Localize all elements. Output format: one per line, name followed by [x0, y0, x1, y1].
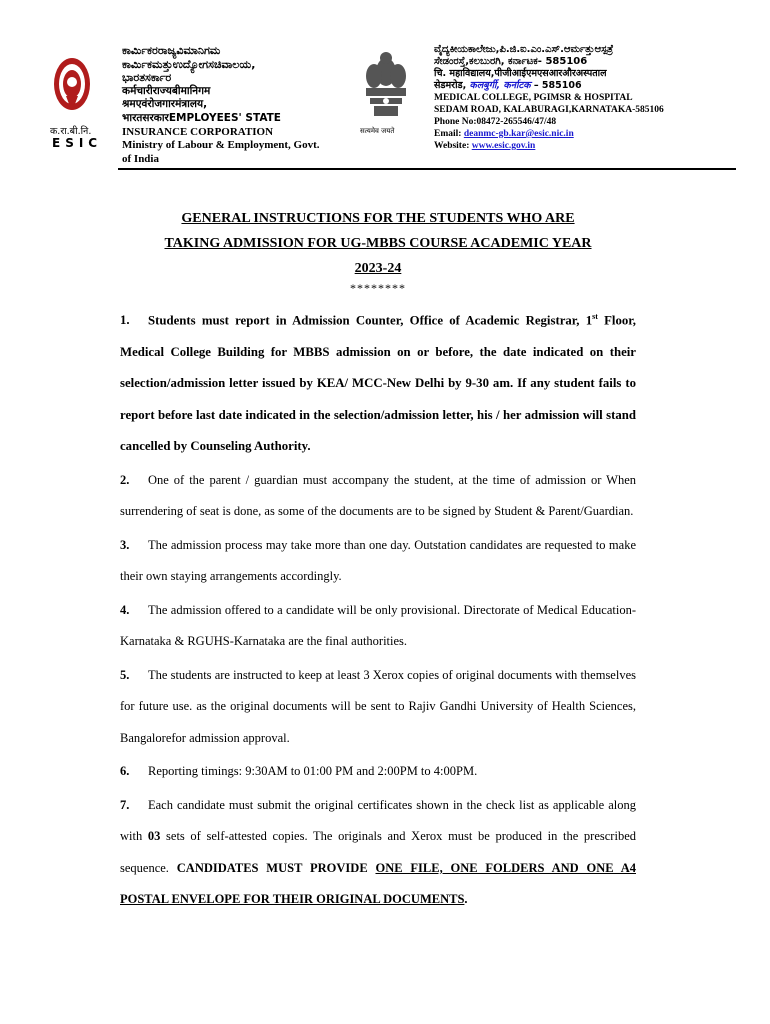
right-line — [434, 80, 734, 92]
right-line: चि. महाविद्यालय,पीजीआईएमएसआरऔरअस्पताल — [434, 68, 607, 79]
left-line: भारतसरकारEMPLOYEES' STATE — [122, 111, 281, 124]
email-label: Email: — [434, 129, 464, 139]
instruction-caps-end: . — [464, 892, 468, 907]
left-line: कर्मचारीराज्यबीमानिगम — [122, 84, 211, 97]
email-line — [434, 128, 734, 140]
left-line: ಕಾರ್ಮಿಕಮತ್ತುಉದ್ಯೋಗಸಚಿವಾಲಯ, — [122, 57, 256, 71]
instruction-3 — [120, 530, 636, 593]
instruction-bold-count: 03 — [147, 829, 161, 844]
emblem-caption: सत्यमेव जयते — [360, 127, 395, 135]
instruction-number: 3. — [120, 537, 130, 552]
instruction-text: The students are instructed to keep at least 3 Xerox copies of original documents with themselves for future use. as the original documents will be sent to Rajiv Gandhi University of Health Sciences, Bangalorefor admission approval. — [120, 667, 636, 745]
esic-hindi-abbr: क.रा.बी.नि. — [50, 126, 92, 137]
instruction-number: 1. — [120, 313, 130, 328]
instruction-caps: CANDIDATES MUST PROVIDE — [176, 860, 376, 875]
left-line: ಭಾರತಸರ್ಕಾರ — [122, 71, 172, 85]
instruction-7 — [120, 790, 636, 916]
instruction-text: sets of self-attested copies. The originals and Xerox must be produced in the prescribed sequence. — [120, 829, 636, 875]
document-title-line: GENERAL INSTRUCTIONS FOR THE STUDENTS WHO ARE — [181, 211, 575, 226]
esic-name-block — [122, 44, 354, 166]
document-body — [120, 206, 636, 916]
instruction-number: 5. — [120, 667, 130, 682]
instruction-caps-underlined: ONE FILE, ONE FOLDERS AND ONE A4 POSTAL ENVELOPE FOR THEIR ORIGINAL DOCUMENTS — [120, 860, 636, 907]
right-line: Phone No:08472-265546/47/48 — [434, 117, 557, 127]
instruction-text: Each candidate must submit the original certificates shown in the check list as applicable along with — [120, 797, 636, 844]
instruction-6 — [120, 756, 636, 788]
instruction-text: The admission process may take more than one day. Outstation candidates are requested to make their own staying arrangements accordingly. — [120, 537, 636, 584]
right-line: ವೈದ್ಯಕೀಯಕಾಲೇಜು,ಪಿ.ಜಿ.ಐ.ಎಂ.ಎಸ್.ಆರ್ಮತ್ತುಆಸ್ಪತ್ರೆ — [434, 44, 614, 55]
left-line: INSURANCE CORPORATION — [122, 125, 274, 138]
instruction-number: 7. — [120, 797, 130, 812]
right-line: MEDICAL COLLEGE, PGIMSR & HOSPITAL — [434, 93, 633, 103]
email-link[interactable]: deanmc-gb.kar@esic.nic.in — [463, 129, 574, 139]
separator-stars: ******** — [350, 281, 406, 295]
instruction-number: 6. — [120, 764, 130, 779]
right-line-post: – 585106 — [530, 80, 582, 91]
instruction-text: One of the parent / guardian must accompany the student, at the time of admission or When surrendering of seat is done, as some of the documents are to be signed by Student & Parent/Guardian. — [120, 472, 636, 519]
website-line — [434, 140, 734, 152]
instruction-1 — [120, 301, 636, 463]
instruction-text: Floor, Medical College Building for MBBS admission on or before, the date indicated on their selection/admission letter issued by KEA/ MCC-New Delhi by 9-30 am. If any student fails to report before last date indicated in the selection/admission letter, his / her admission will stand cancelled by Counseling Authority. — [120, 313, 636, 454]
website-link[interactable]: www.esic.gov.in — [471, 141, 536, 151]
document-title-line: 2023-24 — [354, 261, 402, 276]
letterhead — [0, 0, 770, 172]
header-divider — [118, 168, 736, 170]
instruction-number: 2. — [120, 472, 130, 487]
instruction-4 — [120, 595, 636, 658]
instruction-2 — [120, 465, 636, 528]
instruction-text: The admission offered to a candidate will be only provisional. Directorate of Medical Education-Karnataka & RGUHS-Karnataka are the final authorities. — [120, 602, 636, 649]
instruction-text: Reporting timings: 9:30AM to 01:00 PM and 2:00PM to 4:00PM. — [148, 764, 478, 779]
right-line-pre: सेडमरोड, — [434, 80, 470, 91]
college-address-block — [434, 44, 734, 152]
right-line: ಸೇಡಂರಸ್ತೆ,ಕಲಬುರಗಿ, ಕರ್ನಾಟಕ- 585106 — [434, 56, 588, 67]
left-line: Ministry of Labour & Employment, Govt. — [122, 139, 320, 152]
instruction-5 — [120, 660, 636, 755]
website-label: Website: — [434, 141, 472, 151]
right-line: SEDAM ROAD, KALABURAGI,KARNATAKA-585106 — [434, 105, 664, 115]
esic-abbr: ESIC — [52, 136, 103, 150]
left-line: श्रमएवंरोजगारमंत्रालय, — [122, 98, 208, 111]
instruction-text: Students must report in Admission Counter, Office of Academic Registrar, 1 — [148, 313, 593, 328]
document-title-line: TAKING ADMISSION FOR UG-MBBS COURSE ACADEMIC YEAR — [164, 236, 592, 251]
national-emblem-icon — [356, 50, 416, 126]
instruction-number: 4. — [120, 602, 130, 617]
left-line: of India — [122, 152, 159, 165]
left-line: ಕಾರ್ಮಿಕರರಾಜ್ಯವಿಮಾನಿಗಮ — [122, 44, 221, 57]
instruction-sup: st — [592, 312, 598, 321]
right-line-blue: कलबुर्गी, कर्नाटक — [469, 80, 531, 91]
